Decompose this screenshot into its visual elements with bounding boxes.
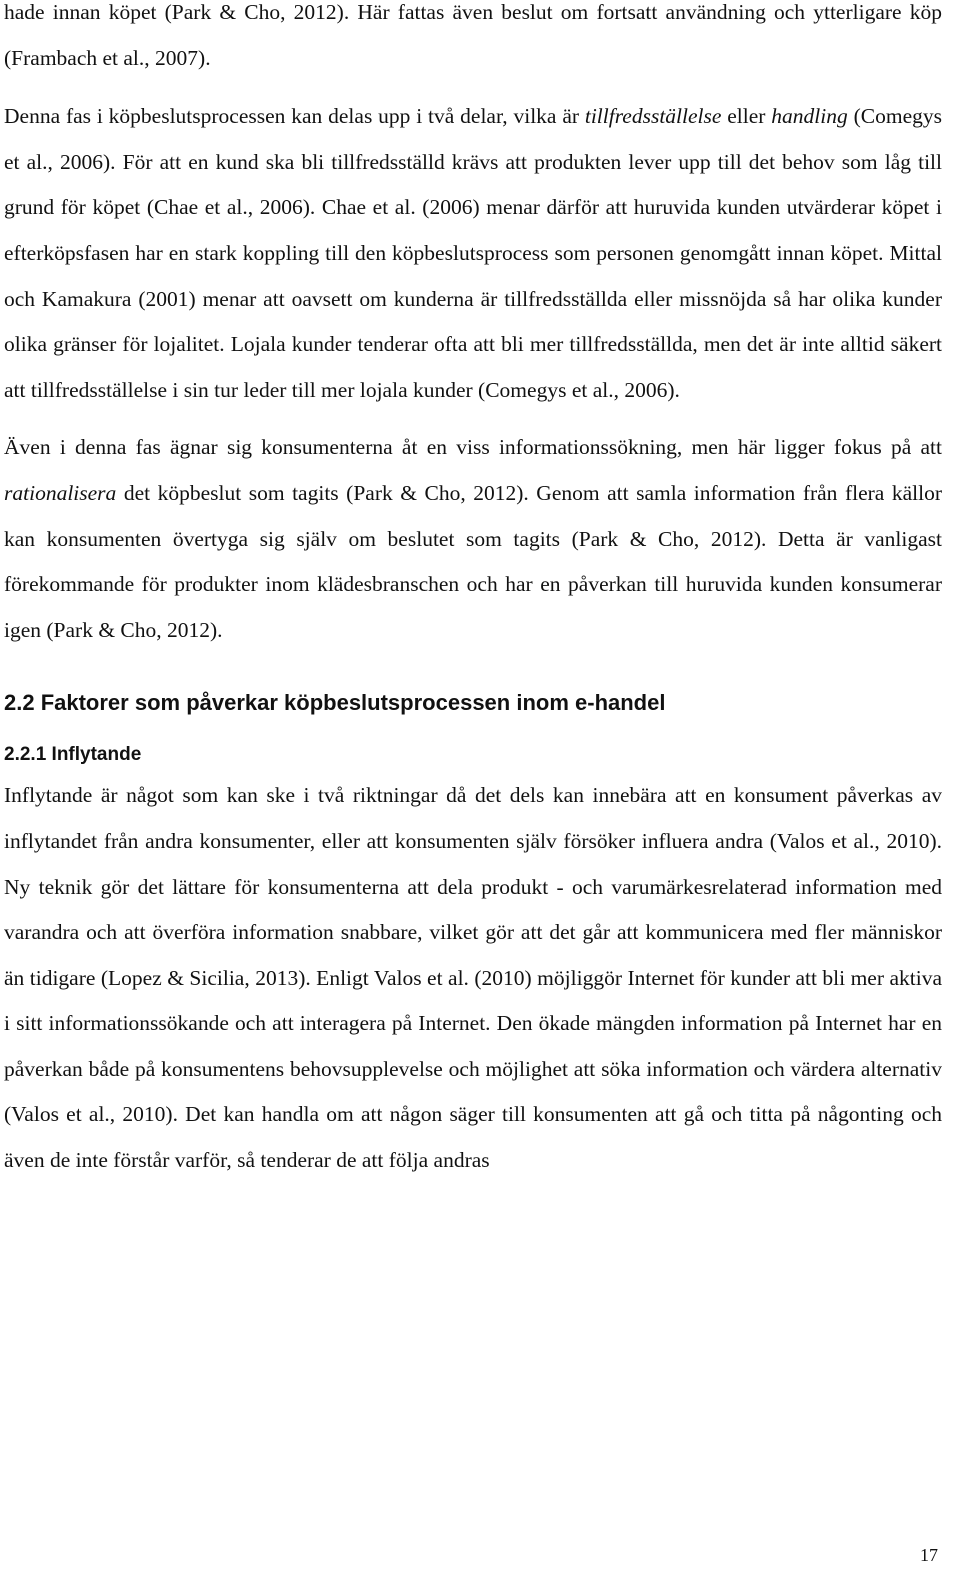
paragraph-rationalization	[4, 425, 942, 653]
paragraph-influence	[4, 773, 942, 1183]
paragraph-text-connector: eller	[721, 104, 772, 129]
paragraph-purchase-decision-continuation	[4, 0, 942, 81]
emphasis-handling: handling	[771, 104, 848, 129]
paragraph-text: Inflytande är något som kan ske i två riktningar då det dels kan innebära att en konsument påverkas av inflytandet från andra konsumenter, eller att konsumenten själv försöker influera andra (Valos et al., 2010). Ny teknik gör det lättare för konsumenterna att dela produkt - och varumärkesrelaterad information med varandra och att överföra information snabbare, vilket gör att det går att kommunicera med fler människor än tidigare (Lopez & Sicilia, 2013). Enligt Valos et al. (2010) möjliggör Internet för kunder att bli mer aktiva i sitt informationssökande och att interagera på Internet. Den ökade mängden information på Internet har en påverkan både på konsumentens behovsupplevelse och möjlighet att söka information och värdera alternativ (Valos et al., 2010). Det kan handla om att någon säger till konsumenten att gå och titta på någonting och även de inte förstår varför, så tenderar de att följa andras	[4, 783, 942, 1173]
emphasis-rationalize: rationalisera	[4, 480, 117, 505]
emphasis-satisfaction: tillfredsställelse	[584, 104, 722, 129]
subsection-heading: 2.2.1 Inflytande	[4, 744, 142, 766]
paragraph-text-rest: (Comegys et al., 2006). För att en kund ska bli tillfredsställd krävs att produkten lever upp till det behov som låg till grund för köpet (Chae et al., 2006). Chae et al. (2006) menar därför att huruvida kunden utvärderar köpet i efterköpsfasen har en stark koppling till den köpbeslutsprocess som personen genomgått innan köpet. Mittal och Kamakura (2001) menar att oavsett om kunderna är tillfredsställda eller missnöjda så har olika kunder olika gränser för lojalitet. Lojala kunder tenderar ofta att bli mer tillfredsställda, men det är inte alltid säkert att tillfredsställelse i sin tur leder till mer lojala kunder (Comegys et al., 2006).	[4, 104, 942, 402]
document-page	[4, 0, 942, 1184]
paragraph-text-rest: det köpbeslut som tagits (Park & Cho, 2012). Genom att samla information från flera källor kan konsumenten övertyga sig själv om beslutet som tagits (Park & Cho, 2012). Detta är vanligast förekommande för produkter inom klädesbranschen och har en påverkan till huruvida kunden konsumerar igen (Park & Cho, 2012).	[4, 480, 942, 642]
section-heading: 2.2 Faktorer som påverkar köpbeslutsprocessen inom e-handel	[4, 690, 666, 716]
paragraph-text-start: Denna fas i köpbeslutsprocessen kan delas upp i två delar, vilka är	[4, 104, 585, 129]
page-number: 17	[920, 1545, 938, 1565]
paragraph-text: hade innan köpet (Park & Cho, 2012). Här fattas även beslut om fortsatt användning och ytterligare köp (Frambach et al., 2007).	[4, 0, 942, 70]
paragraph-text-start: Även i denna fas ägnar sig konsumenterna åt en viss informationssökning, men här ligger fokus på att	[4, 435, 942, 460]
paragraph-post-purchase-phase	[4, 94, 942, 413]
